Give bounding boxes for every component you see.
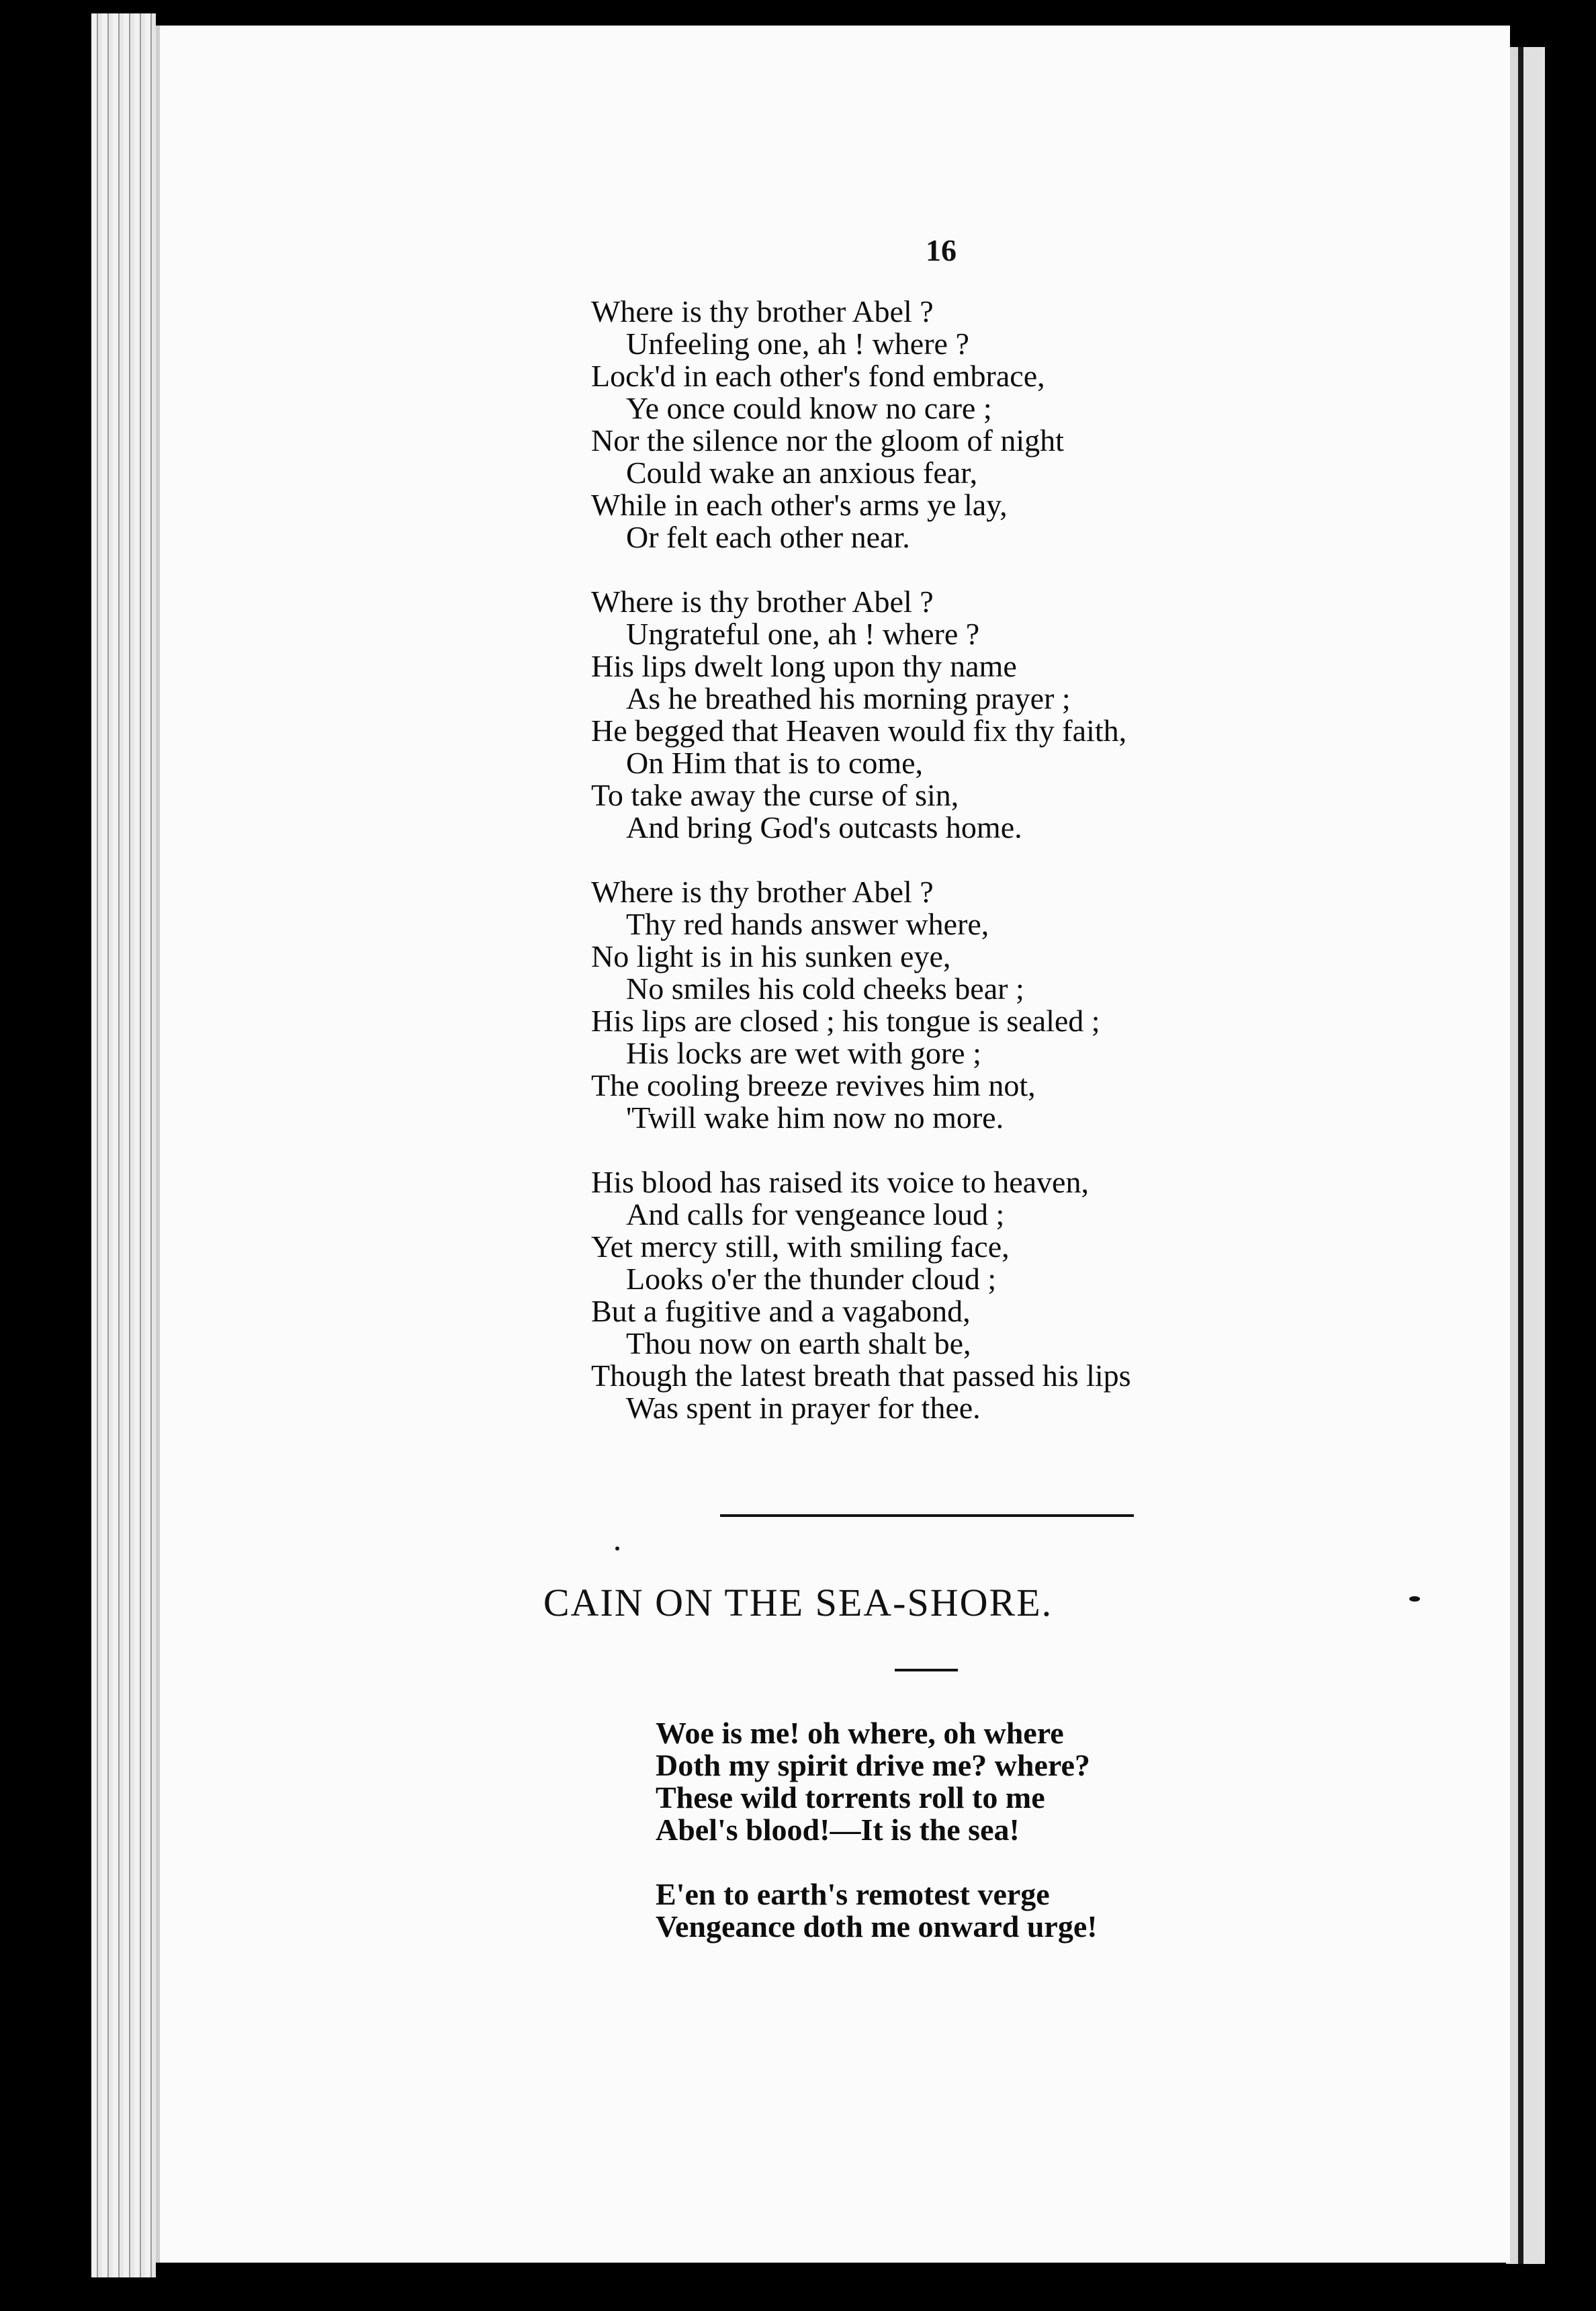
poem-line: His lips dwelt long upon thy name [591, 649, 1017, 683]
poem-line: But a fugitive and a vagabond, [591, 1294, 971, 1328]
book-page-edges-left [91, 13, 156, 2277]
cain-poem-line: Abel's blood!—It is the sea! [656, 1813, 1020, 1847]
poem-line: His locks are wet with gore ; [626, 1036, 981, 1070]
poem-line: Thou now on earth shalt be, [626, 1326, 971, 1360]
book-page-edges-right [1506, 47, 1545, 2264]
poem-line: Though the latest breath that passed his lips [591, 1358, 1131, 1393]
poem-line: Was spent in prayer for thee. [626, 1391, 981, 1425]
poem-stanza [591, 296, 1397, 554]
poem-line: Yet mercy still, with smiling face, [591, 1229, 1010, 1264]
poem-line: Where is thy brother Abel ? [591, 584, 934, 619]
poem-line: No light is in his sunken eye, [591, 939, 951, 973]
poem-cain-body [656, 1717, 1394, 1975]
poem-stanza [591, 1166, 1397, 1424]
poem-line: As he breathed his morning prayer ; [626, 681, 1071, 715]
poem-line: Ye once could know no care ; [626, 391, 992, 425]
poem-line: 'Twill wake him now no more. [626, 1100, 1004, 1135]
poem-stanza [591, 586, 1397, 844]
poem-line: His lips are closed ; his tongue is sealed ; [591, 1004, 1100, 1038]
title-underline-rule [895, 1669, 958, 1671]
poem-line: Thy red hands answer where, [626, 907, 989, 941]
poem-line: To take away the curse of sin, [591, 778, 959, 812]
poem-line: And bring God's outcasts home. [626, 810, 1022, 844]
cain-poem-line: Woe is me! oh where, oh where [656, 1716, 1064, 1750]
poem-line: Could wake an anxious fear, [626, 455, 978, 490]
cain-poem-line: Doth my spirit drive me? where? [656, 1748, 1090, 1782]
poem-line: Nor the silence nor the gloom of night [591, 423, 1064, 457]
poem-line: His blood has raised its voice to heaven, [591, 1165, 1089, 1199]
poem-line: The cooling breeze revives him not, [591, 1068, 1036, 1102]
poem-line: Ungrateful one, ah ! where ? [626, 617, 980, 651]
cain-poem-stanza [656, 1878, 1394, 1943]
cain-poem-line: E'en to earth's remotest verge [656, 1877, 1050, 1911]
ink-speck [615, 1546, 619, 1551]
cain-poem-line: Vengeance doth me onward urge! [656, 1909, 1098, 1944]
poem-line: No smiles his cold cheeks bear ; [626, 971, 1024, 1006]
poem-line: Unfeeling one, ah ! where ? [626, 326, 969, 361]
poem-line: Or felt each other near. [626, 520, 910, 554]
section-divider-rule [720, 1514, 1134, 1517]
poem-line: Where is thy brother Abel ? [591, 875, 934, 909]
poem-line: And calls for vengeance loud ; [626, 1197, 1005, 1231]
poem-line: He begged that Heaven would fix thy faith, [591, 713, 1127, 748]
ink-speck [1409, 1596, 1420, 1602]
poem-line: Where is thy brother Abel ? [591, 294, 934, 329]
poem-line: Looks o'er the thunder cloud ; [626, 1262, 997, 1296]
poem-line: While in each other's arms ye lay, [591, 488, 1008, 522]
section-title: CAIN ON THE SEA-SHORE. [543, 1581, 1053, 1624]
cain-poem-stanza [656, 1717, 1394, 1846]
page-number: 16 [926, 233, 957, 267]
poem-line: On Him that is to come, [626, 746, 924, 780]
poem-stanza [591, 876, 1397, 1134]
poem-line: Lock'd in each other's fond embrace, [591, 359, 1045, 393]
poem-body [591, 296, 1397, 1456]
cain-poem-line: These wild torrents roll to me [656, 1780, 1045, 1815]
